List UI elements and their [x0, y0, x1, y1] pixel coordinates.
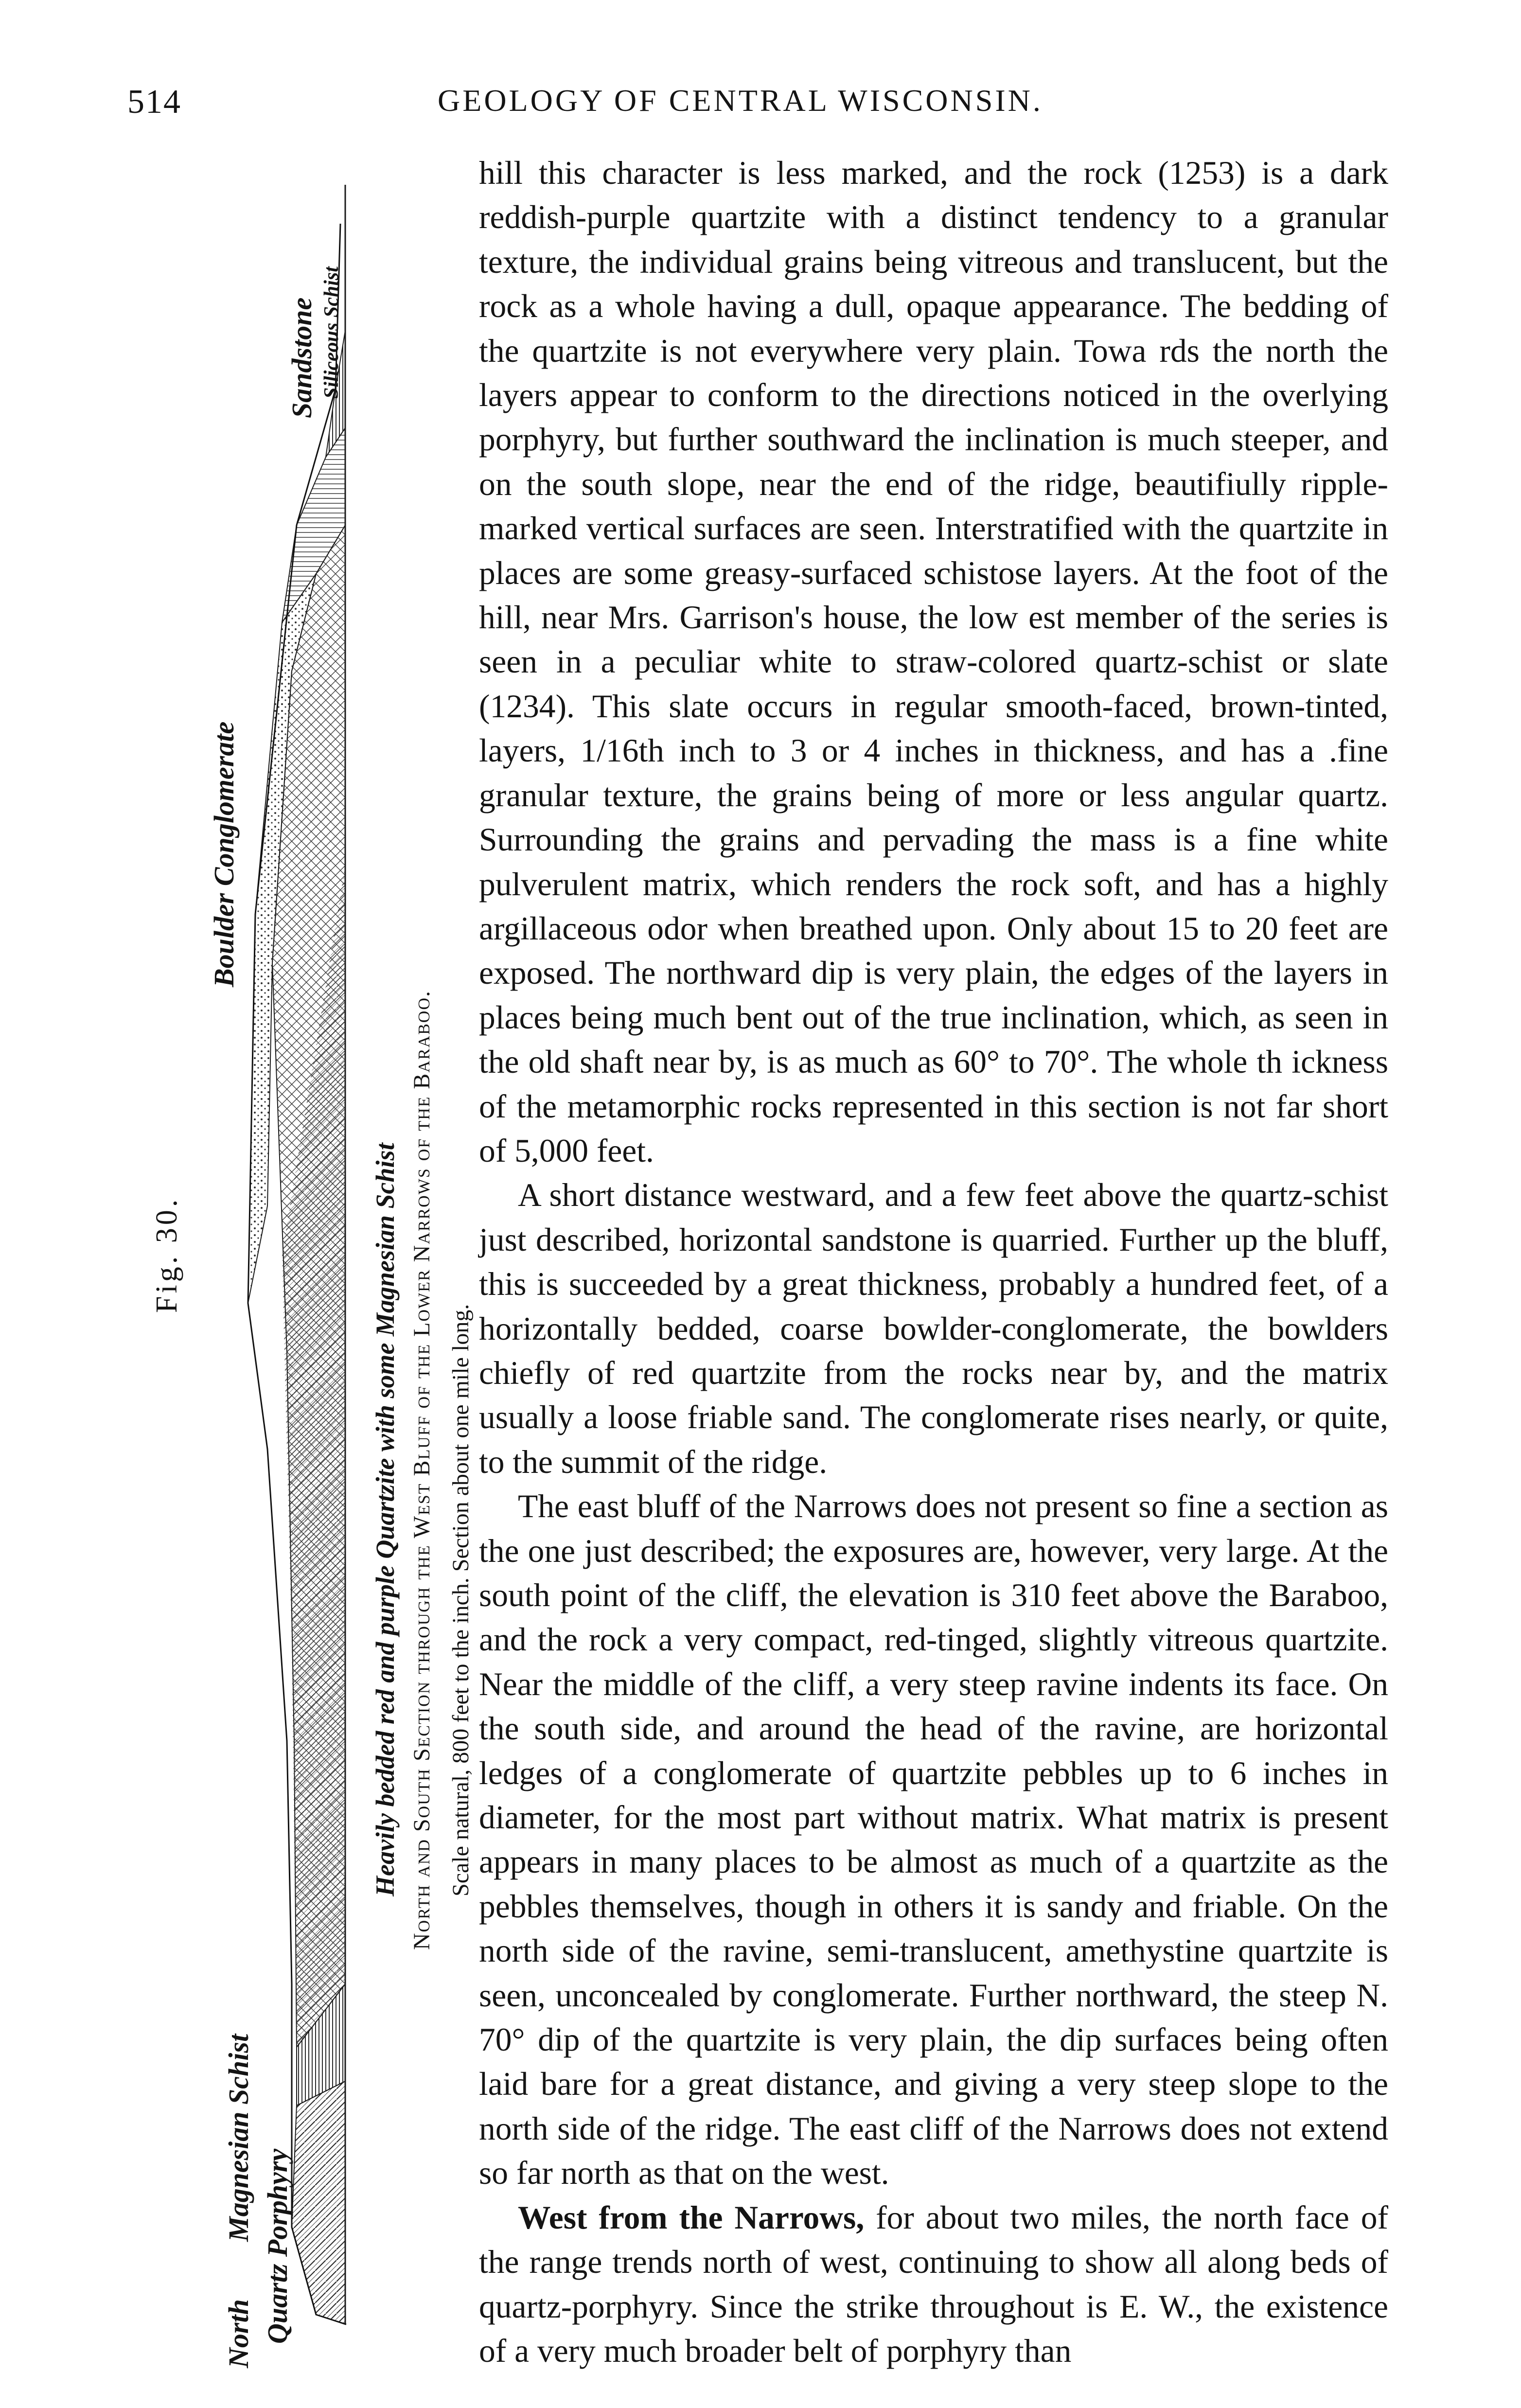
- label-boulder-conglomerate: Boulder Conglomerate: [208, 721, 240, 987]
- paragraph-2: A short distance westward, and a few feet above the quartz-schist just described, horizontal sandstone is quarried. Further up the bluff, this is succeeded by a great thickness, probably a hundred feet, of a horizontally bedded, coarse bowlder-conglomerate, the bowlders chiefly of red quartzite from the rocks near by, and the matrix usually a loose friable sand. The conglomerate rises nearly, or quite, to the summit of the ridge.: [479, 1177, 1388, 1480]
- page-number: 514: [127, 83, 181, 121]
- figure-caption-title: North and South Section through the West Bluff of the Lower Narrows of the Baraboo.: [409, 990, 435, 1950]
- paragraph-1: hill this character is less marked, and the rock (1253) is a dark reddish-purple quartzite with a distinct tendency to a granular texture, the individual grains being vitreous and translucent, but the rock as a whole having a dull, opaque appearance. The bedding of the quartzite is not everywhere very plain. Towa rds the north the layers appear to conform to the directions noticed in the overlying porphyry, but further southward the inclination is much steeper, and on the south slope, near the end of the ridge, beautifiully ripple-marked vertical surfaces are seen. Interstratified with the quartzite in places are some greasy-surfaced schistose layers. At the foot of the hill, near Mrs. Garrison's house, the low est member of the series is seen in a peculiar white to straw-colored quartz-schist or slate (1234). This slate occurs in regular smooth-faced, brown-tinted, layers, 1/16th inch to 3 or 4 inches in thickness, and has a .fine granular texture, the grains being of more or less angular quartz. Surrounding the grains and pervading the mass is a fine white pulverulent matrix, which renders the rock soft, and has a highly argillaceous odor when breathed upon. Only about 15 to 20 feet are exposed. The northward dip is very plain, the edges of the layers in places being much bent out of the true inclination, which, as seen in the old shaft near by, is as much as 60° to 70°. The whole th ickness of the metamorphic rocks represented in this section is not far short of 5,000 feet.: [479, 155, 1388, 1169]
- figure-label: Fig. 30.: [150, 1196, 183, 1313]
- label-sandstone: Sandstone: [286, 297, 318, 418]
- body-text: [479, 151, 1388, 2373]
- label-quartz-porphyry: Quartz Porphyry: [262, 2148, 293, 2344]
- geological-section-diagram: [208, 185, 452, 2383]
- figure-caption-scale: Scale natural, 800 feet to the inch. Section about one mile long.: [448, 1304, 474, 1896]
- label-magnesian-schist: Magnesian Schist: [223, 2034, 254, 2242]
- running-head: GEOLOGY OF CENTRAL WISCONSIN.: [438, 83, 1043, 118]
- label-quartzite: Heavily bedded red and purple Quartzite with some Magnesian Schist: [371, 1143, 400, 1896]
- label-siliceous-schist: Siliceous Schist: [320, 266, 343, 399]
- porphyry-layer: [292, 2081, 345, 2324]
- paragraph-3: The east bluff of the Narrows does not present so fine a section as the one just described; the exposures are, however, very large. At the south point of the cliff, the elevation is 310 feet above the Baraboo, and the rock a very compact, red-tinged, slightly vitreous quartzite. Near the middle of the cliff, a very steep ravine indents its face. On the south side, and around the head of the ravine, are horizontal ledges of a conglomerate of quartzite pebbles up to 6 inches in diameter, for the most part without matrix. What matrix is present appears in many places to be almost as much of a quartzite as the pebbles themselves, though in others it is sandy and friable. On the north side of the ravine, semi-translucent, amethystine quartzite is seen, unconcealed by conglomerate. Further northward, the steep N. 70° dip of the quartzite is very plain, the dip surfaces being often laid bare for a great distance, and giving a very steep slope to the north side of the ridge. The east cliff of the Narrows does not extend so far north as that on the west.: [479, 1488, 1388, 2192]
- paragraph-4-run-in-heading: West from the Narrows,: [518, 2199, 865, 2236]
- paragraph-4: [479, 2196, 1388, 2373]
- paragraph-4-text: for about two miles, the north face of the range trends north of west, continuing to show all along beds of quartz-porphyry. Since the strike throughout is E. W., the existence of a very much broader belt of porphyry than: [479, 2199, 1388, 2369]
- label-north: North: [223, 2299, 254, 2368]
